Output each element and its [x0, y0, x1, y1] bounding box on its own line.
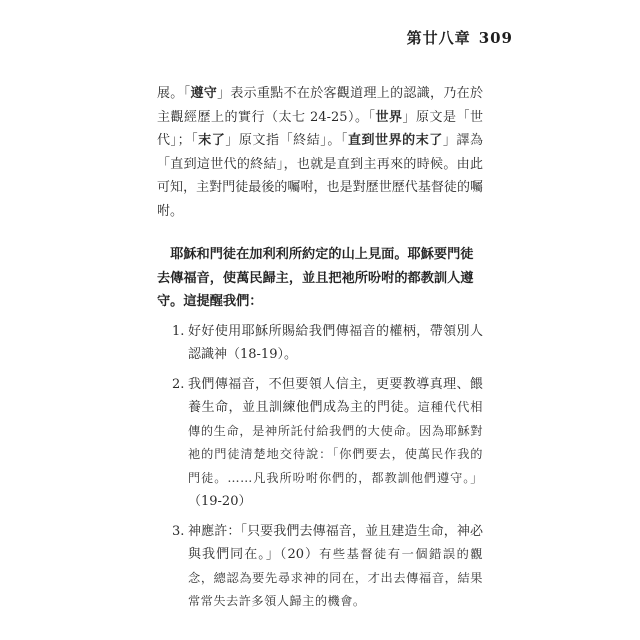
emphasis-text: 有些基督徒有一個錯誤的觀念，總認為要先尋求神的同在，才出去傳福音，結果常常失去許多領人歸主的機會。 [188, 547, 484, 608]
item-number: 2. [172, 376, 185, 392]
text-run: 展。「 [157, 86, 191, 101]
key-term: 末了 [198, 133, 226, 148]
list-item [157, 320, 483, 367]
item-number: 3. [172, 523, 185, 539]
commentary-paragraph [157, 82, 483, 223]
text-run: 我們傳福音，不但要領人信主，更要教導真理、餵養生命，並且訓練他們成為主的門徒。 [188, 376, 483, 415]
item-text [188, 520, 483, 614]
page-body [157, 82, 483, 620]
text-run: 」表示重點不在於客觀道理上的認識，乃在於主觀經歷上的實行（太七 24-25）。「 [157, 86, 483, 125]
key-term: 遵守 [190, 86, 218, 101]
item-text [188, 373, 483, 514]
text-run: 」譯為「直到這世代的終結」，也就是直到主再來的時候。由此可知，主對門徒最後的囑咐，也是對歷世歷代基督徒的囑咐。 [157, 133, 483, 219]
chapter-title: 第廿八章 [406, 29, 471, 47]
running-header [407, 27, 513, 48]
item-number: 1. [172, 323, 185, 339]
list-item [157, 373, 483, 514]
text-run: 神應許：「只要我們去傳福音，並且建造生命，神必與我們同在。」（20） [188, 523, 483, 562]
page-number: 309 [478, 29, 513, 47]
verse-reference: （19-20） [188, 494, 252, 509]
item-text [188, 320, 483, 367]
application-list [157, 320, 483, 614]
key-term: 直到世界的末了 [347, 133, 443, 148]
lesson-summary: 耶穌和門徒在加利利所約定的山上見面。耶穌要門徒去傳福音，使萬民歸主，並且把祂所吩咐的都教訓人遵守。這提醒我們： [157, 247, 474, 309]
text-run: 」原文是「世代」；「 [157, 109, 483, 148]
text-run: 好好使用耶穌所賜給我們傳福音的權柄，帶領別人認識神（18-19）。 [188, 323, 483, 362]
text-run: 」原文指「終結」。「 [225, 133, 348, 148]
key-term: 世界 [375, 109, 403, 125]
emphasis-text: 這種代代相傳的生命，是神所託付給我們的大使命。因為耶穌對祂的門徒清楚地交待說：「你們要去，使萬民作我的門徒。……凡我所吩咐你們的，都教訓他們遵守。」 [188, 400, 483, 485]
list-item [157, 520, 483, 614]
